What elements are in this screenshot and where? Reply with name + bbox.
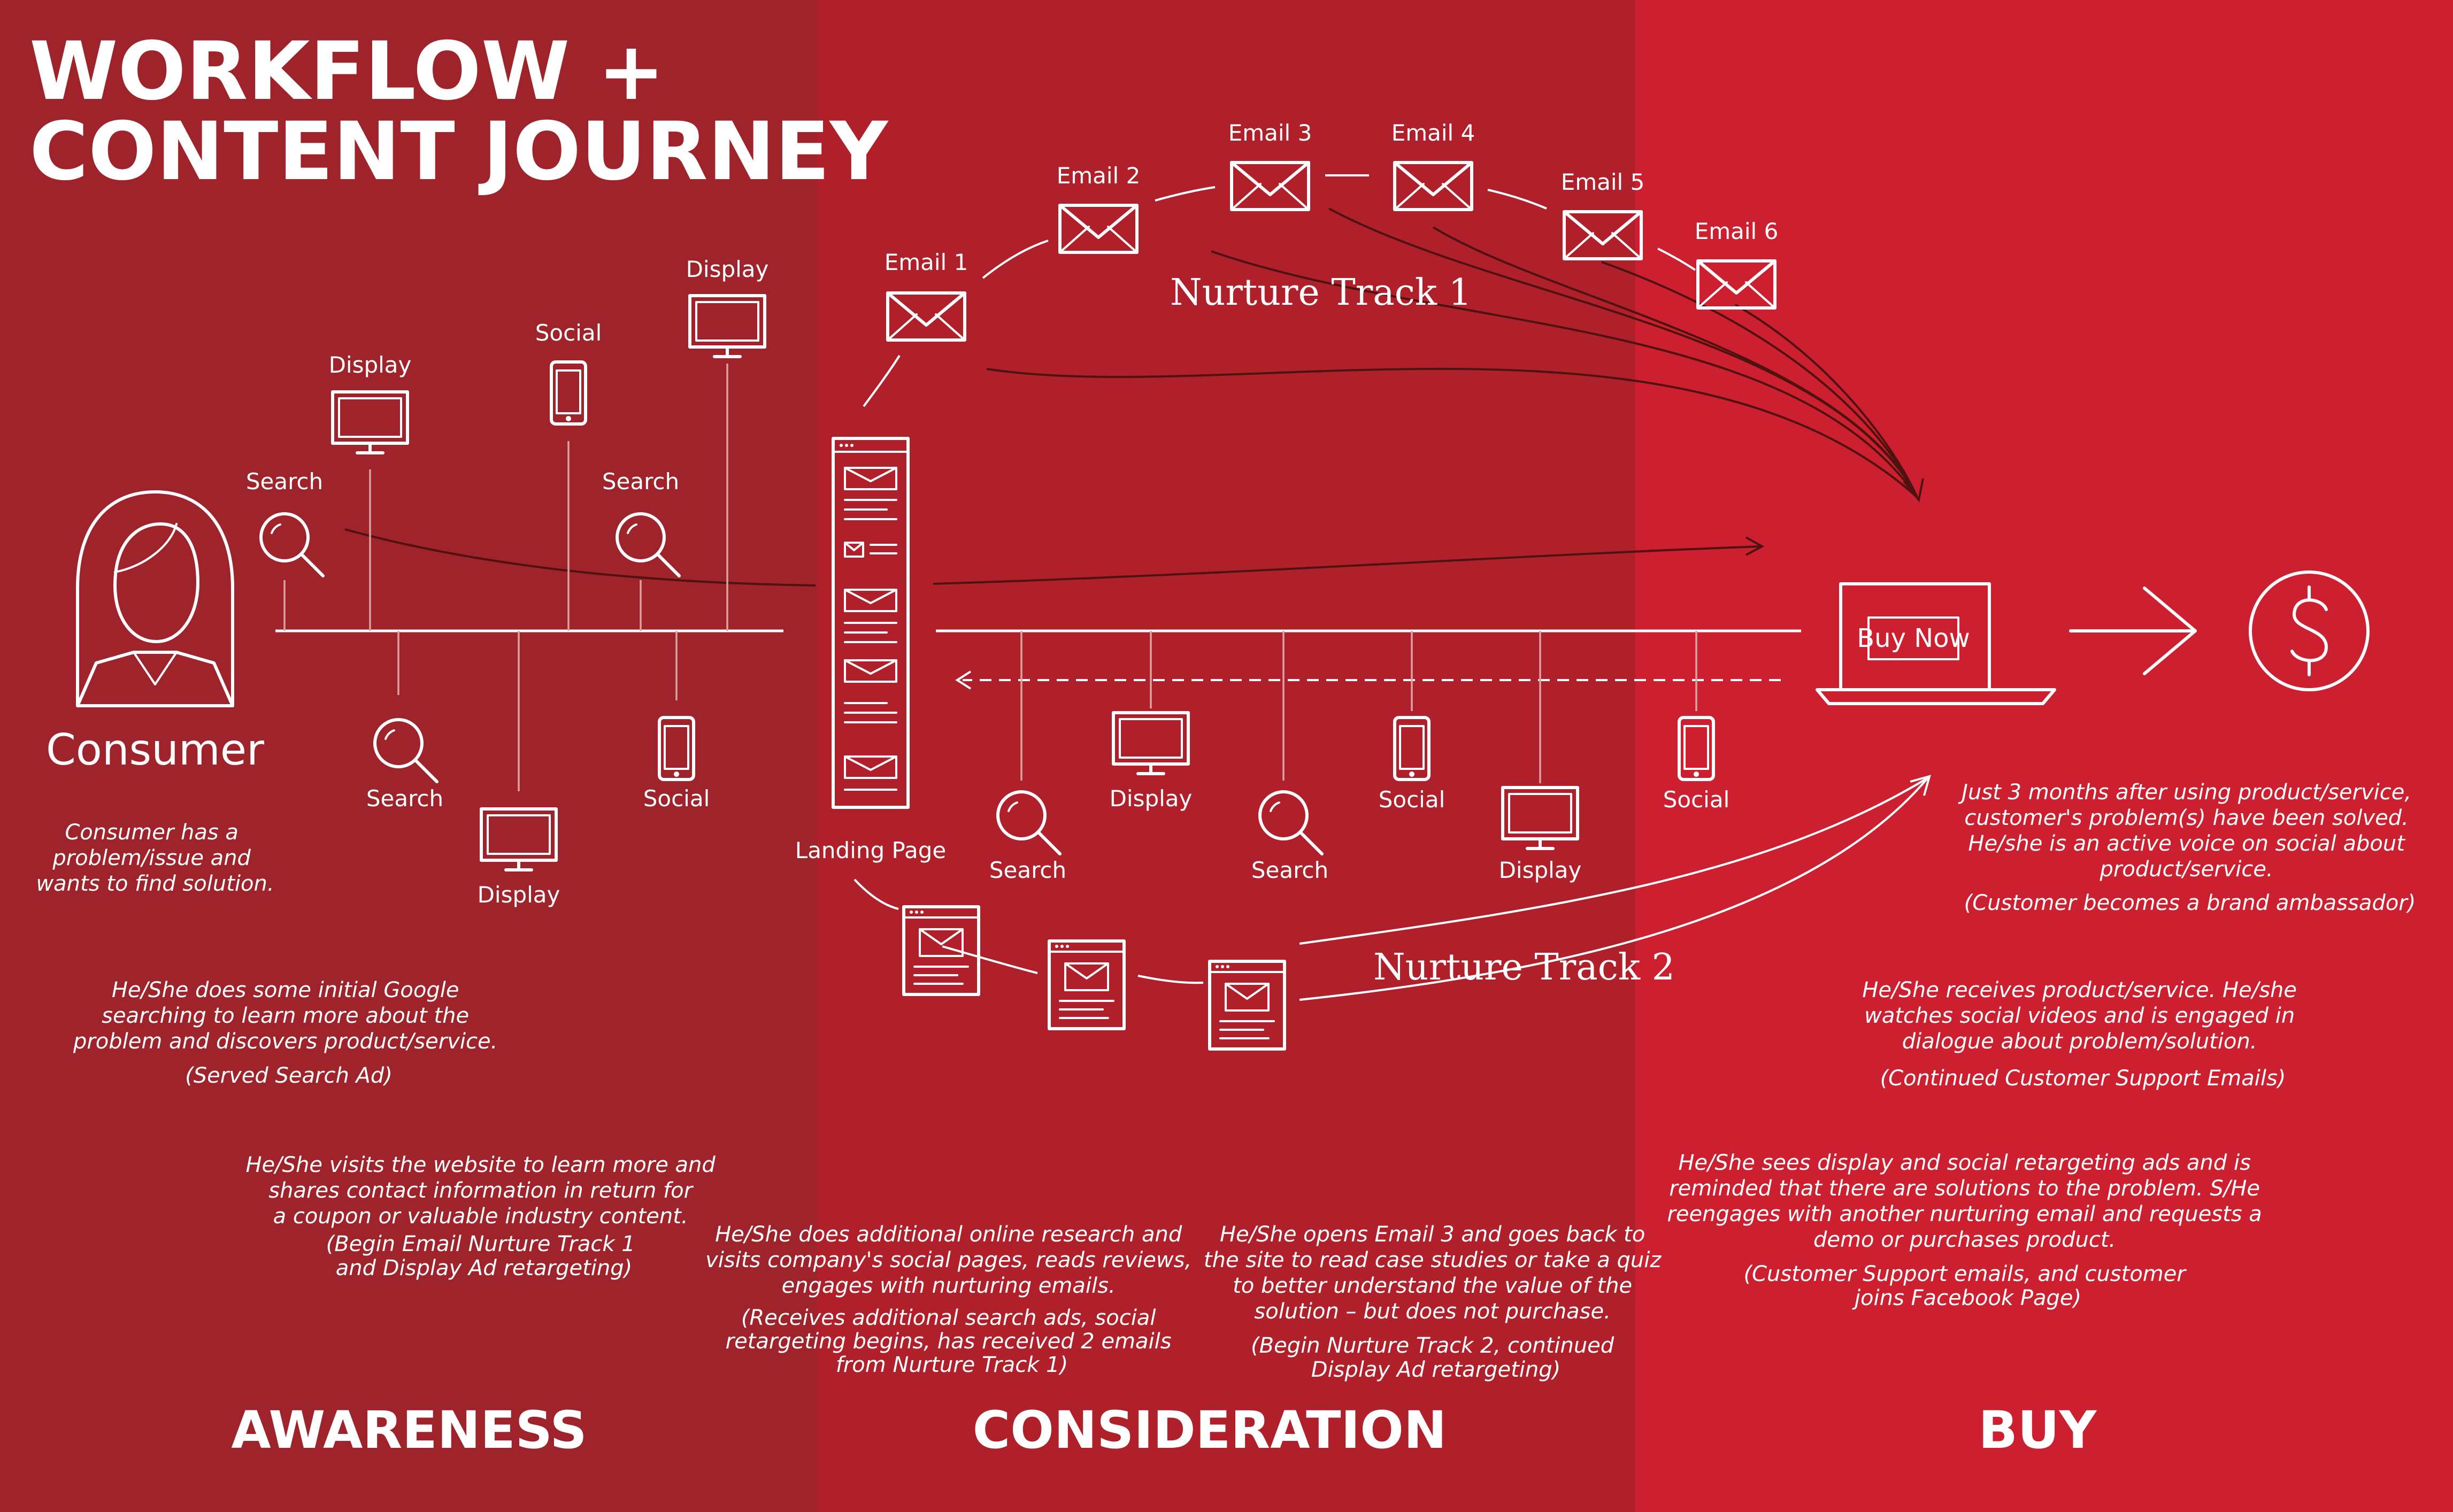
title-line-1: WORKFLOW +: [29, 25, 665, 118]
consumer-label: Consumer: [46, 725, 264, 775]
touchpoint-label: Display: [1498, 857, 1582, 883]
touchpoint-label: Search: [245, 468, 324, 495]
description-additional-research: He/She does additional online research and visits company's social pages, reads reviews, engages with nurturing emails. (Receives additional search ads, social retargeting begins, has received 2 emails from Nurture Track 1): [705, 1222, 1192, 1377]
description-email-3: He/She opens Email 3 and goes back to the site to read case studies or take a quiz to better understand the value of the solution – but does not purchase. (Begin Nurture Track 2, continued Display Ad retargeting): [1203, 1222, 1662, 1382]
description-brand-ambassador: Just 3 months after using product/service, customer's problem(s) have been solved. He/she is an active voice on social about product/service. (Customer becomes a brand ambassador): [1962, 780, 2416, 915]
nurture-track-2-label: Nurture Track 2: [1373, 946, 1675, 989]
touchpoint-label: Search: [602, 468, 680, 495]
buy-now-label: Buy Now: [1857, 623, 1970, 653]
email-label: Email 5: [1560, 169, 1645, 195]
touchpoint-label: Search: [1251, 857, 1329, 883]
touchpoint-label: Display: [1109, 785, 1193, 812]
landing-page-label: Landing Page: [795, 837, 947, 863]
stage-consideration-label: CONSIDERATION: [972, 1400, 1447, 1460]
stage-awareness-label: AWARENESS: [231, 1400, 587, 1460]
email-label: Email 2: [1056, 163, 1141, 189]
title-line-2: CONTENT JOURNEY: [29, 105, 888, 198]
description-receives-product: He/She receives product/service. He/she watches social videos and is engaged in dialogue about problem/solution. (Continued Customer Support Emails): [1862, 978, 2297, 1091]
touchpoint-label: Display: [328, 352, 412, 378]
touchpoint-label: Search: [366, 785, 444, 812]
email-label: Email 4: [1391, 120, 1475, 146]
stage-buy-label: BUY: [1978, 1400, 2097, 1460]
description-retargeting: He/She sees display and social retargeting ads and is reminded that there are solutions to the problem. S/He reengages with another nurturing email and requests a demo or purchases product. (Customer Support emails, and customer joins Facebook Page): [1667, 1151, 2262, 1310]
touchpoint-label: Social: [1663, 786, 1730, 813]
description-consumer: Consumer has a problem/issue and wants to find solution.: [36, 820, 274, 896]
nurture-track-1-label: Nurture Track 1: [1170, 272, 1472, 314]
touchpoint-label: Display: [686, 256, 769, 282]
email-label: Email 1: [884, 249, 968, 275]
touchpoint-label: Search: [989, 857, 1067, 883]
buy-now-button[interactable]: [1857, 618, 1970, 659]
touchpoint-label: Social: [535, 320, 602, 346]
touchpoint-label: Social: [643, 785, 710, 812]
email-label: Email 3: [1228, 120, 1312, 146]
email-label: Email 6: [1694, 218, 1779, 244]
touchpoint-label: Social: [1378, 786, 1445, 813]
touchpoint-label: Display: [477, 882, 560, 908]
description-google-search: He/She does some initial Google searching to learn more about the problem and discovers product/service. (Served Search Ad): [73, 978, 498, 1088]
description-website-visit: He/She visits the website to learn more and shares contact information in return for a coupon or valuable industry content. (Begin Email Nurture Track 1 and Display Ad retargeting): [245, 1153, 716, 1280]
